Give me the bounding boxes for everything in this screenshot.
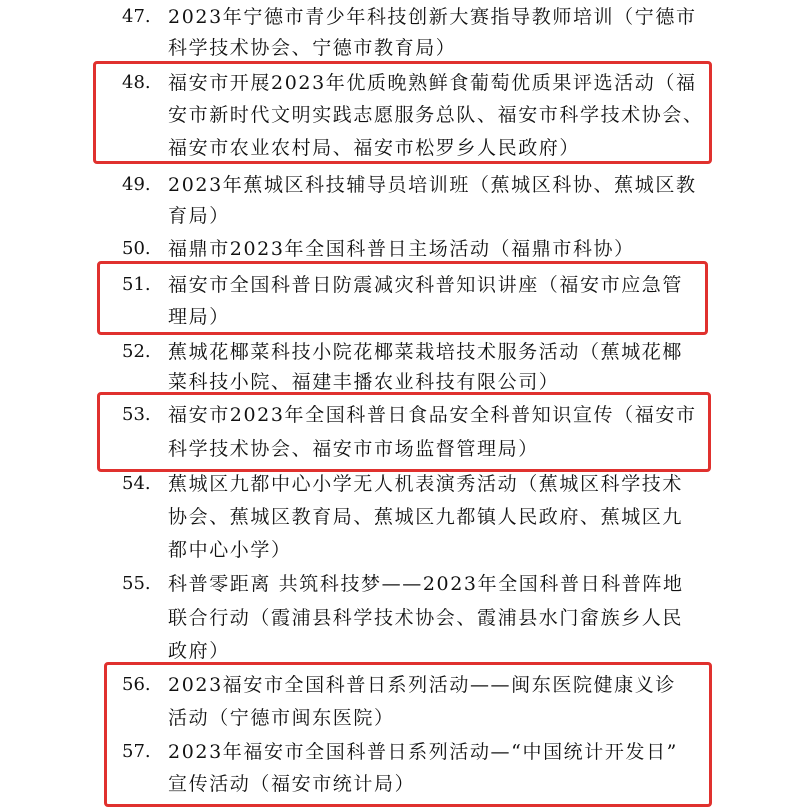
item-text-line: 福安市开展2023年优质晚熟鲜食葡萄优质果评选活动（福 <box>168 72 697 94</box>
item-number: 55. <box>122 573 151 594</box>
item-number: 50. <box>122 238 151 259</box>
item-number: 47. <box>122 6 151 27</box>
item-text-line: 2023福安市全国科普日系列活动——闽东医院健康义诊 <box>168 674 676 696</box>
item-number: 52. <box>122 341 151 362</box>
item-text-line: 科普零距离 共筑科技梦——2023年全国科普日科普阵地 <box>168 573 684 595</box>
item-text-line: 安市新时代文明实践志愿服务总队、福安市科学技术协会、 <box>168 104 704 126</box>
item-text-line: 都中心小学） <box>168 539 292 561</box>
item-number: 57. <box>122 741 151 762</box>
item-text-line: 2023年蕉城区科技辅导员培训班（蕉城区科协、蕉城区教 <box>168 174 697 196</box>
item-text-line: 蕉城花椰菜科技小院花椰菜栽培技术服务活动（蕉城花椰 <box>168 341 684 363</box>
item-text-line: 2023年宁德市青少年科技创新大赛指导教师培训（宁德市 <box>168 6 697 28</box>
item-text-line: 理局） <box>168 306 230 328</box>
item-text-line: 福安市农业农村局、福安市松罗乡人民政府） <box>168 137 581 159</box>
item-number: 56. <box>122 674 151 695</box>
item-number: 54. <box>122 473 151 494</box>
item-text-line: 科学技术协会、福安市市场监督管理局） <box>168 438 539 460</box>
item-text-line: 协会、蕉城区教育局、蕉城区九都镇人民政府、蕉城区九 <box>168 506 684 528</box>
item-number: 49. <box>122 174 151 195</box>
item-text-line: 育局） <box>168 205 230 227</box>
item-text-line: 福安市全国科普日防震减灾科普知识讲座（福安市应急管 <box>168 274 684 296</box>
item-text-line: 福鼎市2023年全国科普日主场活动（福鼎市科协） <box>168 238 635 260</box>
item-text-line: 蕉城区九都中心小学无人机表演秀活动（蕉城区科学技术 <box>168 473 684 495</box>
item-text-line: 菜科技小院、福建丰播农业科技有限公司） <box>168 371 560 393</box>
item-number: 48. <box>122 72 151 93</box>
item-text-line: 活动（宁德市闽东医院） <box>168 707 395 729</box>
item-text-line: 2023年福安市全国科普日系列活动—“中国统计开发日” <box>168 741 678 763</box>
item-text-line: 宣传活动（福安市统计局） <box>168 773 416 795</box>
item-text-line: 联合行动（霞浦县科学技术协会、霞浦县水门畲族乡人民 <box>168 607 684 629</box>
item-text-line: 福安市2023年全国科普日食品安全科普知识宣传（福安市 <box>168 404 697 426</box>
item-number: 53. <box>122 404 151 425</box>
item-number: 51. <box>122 274 151 295</box>
item-text-line: 科学技术协会、宁德市教育局） <box>168 37 457 59</box>
item-text-line: 政府） <box>168 640 230 662</box>
